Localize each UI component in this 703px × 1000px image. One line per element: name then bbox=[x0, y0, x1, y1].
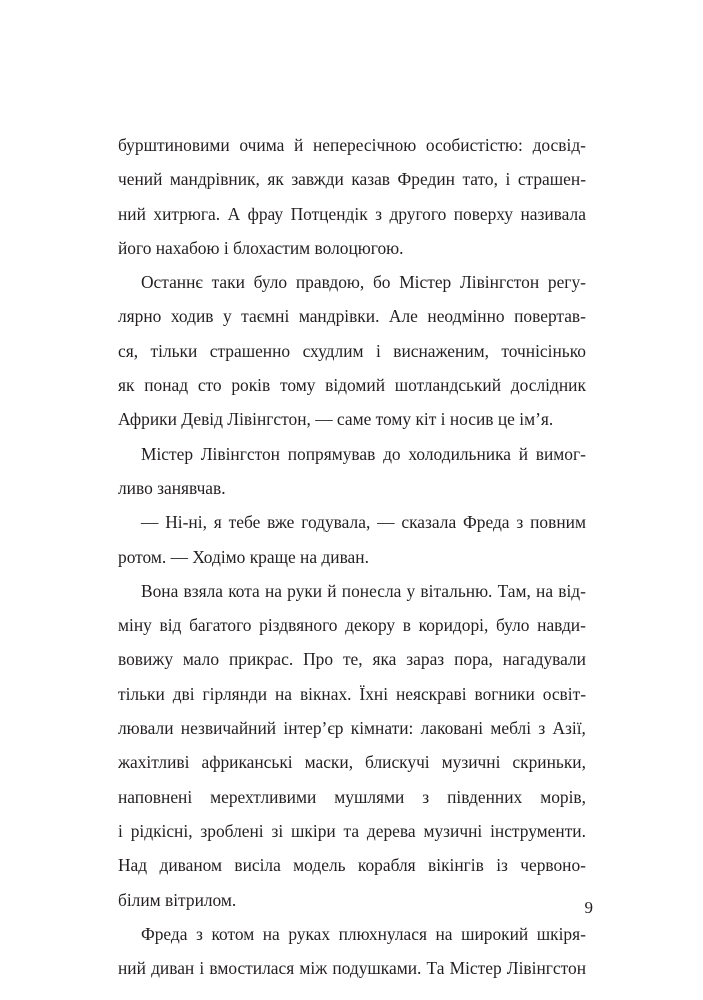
text-line: білим вітрилом. bbox=[118, 889, 237, 910]
text-line: бурштиновими очима й непересічною особистістю: досвід- bbox=[118, 135, 586, 155]
text-line: — Ні-ні, я тебе вже годувала, — сказала Фреда з повним bbox=[141, 512, 586, 533]
text-line: Містер Лівінгстон попрямував до холодильника й вимог- bbox=[141, 443, 586, 464]
text-line: тільки дві гірлянди на вікнах. Їхні неяскраві вогники освіт- bbox=[118, 683, 586, 704]
text-line: ний хитрюга. А фрау Потцендік з другого поверху називала bbox=[118, 203, 586, 224]
page-number: 9 bbox=[584, 898, 593, 917]
text-line: лювали незвичайний інтер’єр кімнати: лаковані меблі з Азії, bbox=[118, 718, 586, 739]
text-line: вовижу мало прикрас. Про те, яка зараз пора, нагадували bbox=[118, 649, 586, 670]
text-line: ний диван і вмостилася між подушками. Та Містер Лівінгстон bbox=[118, 958, 586, 979]
text-line: ливо занявчав. bbox=[118, 477, 226, 498]
text-line: лярно ходив у таємні мандрівки. Але неодмінно повертав- bbox=[118, 306, 586, 327]
text-line: ротом. — Ходімо краще на диван. bbox=[118, 546, 369, 567]
text-line: Останнє таки було правдою, бо Містер Лівінгстон регу- bbox=[141, 272, 586, 293]
text-line: жахітливі африканські маски, блискучі музичні скриньки, bbox=[118, 752, 586, 773]
text-line: ся, тільки страшенно схудлим і виснаженим, точнісінько bbox=[118, 340, 586, 361]
text-line: Вона взяла кота на руки й понесла у вітальню. Там, на від- bbox=[141, 580, 586, 601]
text-line: його нахабою і блохастим волоцюгою. bbox=[118, 237, 404, 258]
text-line: наповнені мерехтливими мушлями з південних морів, bbox=[118, 786, 586, 807]
text-line: Африки Девід Лівінгстон, — саме тому кіт і носив це ім’я. bbox=[118, 409, 554, 430]
text-line: міну від багатого різдвяного декору в коридорі, було навди- bbox=[118, 615, 586, 636]
text-line: чений мандрівник, як завжди казав Фредин тато, і страшен- bbox=[118, 169, 586, 190]
body-text bbox=[118, 128, 586, 985]
text-line: як понад сто років тому відомий шотландський дослідник bbox=[118, 375, 586, 396]
text-line: Над диваном висіла модель корабля вікінгів із червоно- bbox=[118, 855, 586, 876]
text-line: Фреда з котом на руках плюхнулася на широкий шкіря- bbox=[141, 923, 586, 944]
text-line: і рідкісні, зроблені зі шкіри та дерева музичні інструменти. bbox=[118, 820, 586, 841]
